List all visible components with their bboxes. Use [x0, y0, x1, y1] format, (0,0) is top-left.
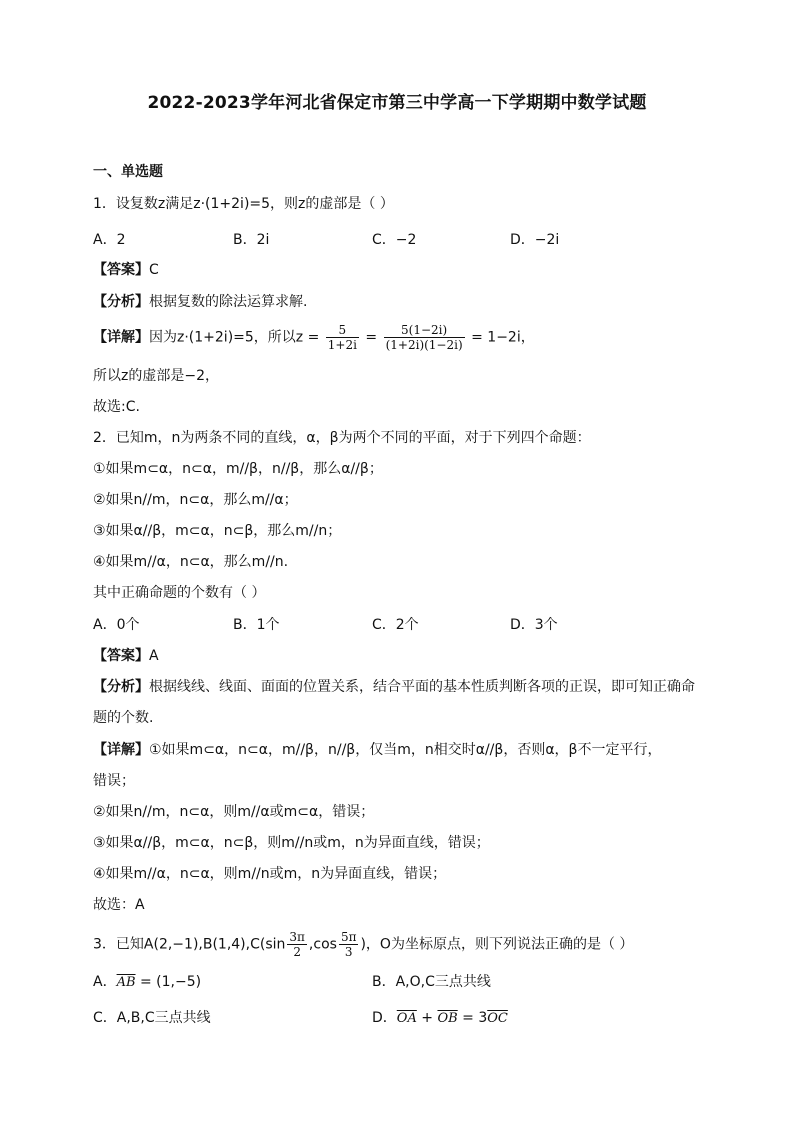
q2-conclusion: 故选：A — [93, 897, 145, 913]
q1-stem: 1．设复数z满足z·(1+2i)=5，则z的虚部是（ ） — [93, 196, 394, 212]
detail-text: ①如果m⊂α，n⊂α，m//β，n//β，仅当m，n相交时α//β，否则α，β不一定平行， — [149, 742, 662, 758]
option-letter: A． — [93, 974, 117, 990]
q2-proposition-3: ③如果α//β，m⊂α，n⊂β，那么m//n； — [93, 523, 342, 539]
answer-value: C — [149, 262, 159, 278]
fraction-numerator: 5π — [340, 930, 357, 944]
fraction-numerator: 5(1−2i) — [384, 323, 465, 338]
q3-option-b: B．A,O,C三点共线 — [372, 974, 491, 990]
page-title: 2022-2023学年河北省保定市第三中学高一下学期期中数学试题 — [147, 93, 647, 113]
fraction-numerator: 3π — [289, 930, 305, 944]
q2-detail-2: ②如果n//m，n⊂α，则m//α或m⊂α，错误； — [93, 804, 375, 820]
q2-detail-3: ③如果α//β，m⊂α，n⊂β，则m//n或m，n为异面直线，错误； — [93, 835, 490, 851]
equals-sign: = — [365, 329, 378, 346]
q2-analysis-2: 题的个数. — [93, 710, 154, 726]
section-heading: 一、单选题 — [93, 164, 163, 180]
q2-option-c: C．2个 — [372, 617, 419, 633]
fraction-denominator: (1+2i)(1−2i) — [385, 338, 463, 352]
q2-analysis — [93, 677, 695, 697]
q2-detail — [93, 740, 662, 760]
q2-stem: 2．已知m，n为两条不同的直线，α，β为两个不同的平面，对于下列四个命题： — [93, 430, 591, 446]
q3-option-c: C．A,B,C三点共线 — [93, 1010, 211, 1026]
vector-oc: $\overline{OC}$ — [487, 1011, 508, 1026]
vector-oa: $\overline{OA}$ — [396, 1011, 417, 1026]
q2-option-d: D．3个 — [510, 617, 558, 633]
answer-label: 【答案】 — [93, 648, 149, 664]
option-text: = (1,−5) — [135, 974, 202, 990]
detail-post: = 1−2i， — [471, 329, 535, 346]
fraction — [384, 323, 465, 352]
fraction-denominator: 3 — [344, 945, 353, 959]
detail-pre: 因为z·(1+2i)=5，所以z = — [149, 329, 320, 346]
q1-detail-2: 所以z的虚部是−2， — [93, 368, 219, 384]
vector-ab: $\overline{AB}$ — [116, 975, 136, 990]
vector-ob: $\overline{OB}$ — [437, 1011, 458, 1026]
q1-option-d: D．−2i — [510, 232, 560, 248]
q3-option-d — [372, 1008, 508, 1029]
q3-stem — [93, 930, 633, 959]
answer-value: A — [149, 648, 159, 664]
q1-option-b: B．2i — [233, 232, 270, 248]
fraction-denominator: 2 — [293, 945, 301, 959]
fraction — [287, 930, 307, 959]
analysis-text: 根据线线、线面、面面的位置关系，结合平面的基本性质判断各项的正误，即可知正确命 — [149, 679, 695, 695]
detail-label: 【详解】 — [93, 742, 149, 758]
q2-detail-4: ④如果m//α，n⊂α，则m//n或m，n为异面直线，错误； — [93, 866, 447, 882]
option-letter: D． — [372, 1010, 397, 1026]
q3-stem-mid: ,cos — [308, 936, 337, 953]
equals-sign: = 3 — [457, 1010, 488, 1026]
q2-question: 其中正确命题的个数有（ ） — [93, 585, 266, 601]
answer-label: 【答案】 — [93, 262, 149, 278]
fraction-numerator: 5 — [326, 323, 359, 338]
q3-stem-pre: 3．已知A(2,−1),B(1,4),C(sin — [93, 936, 286, 953]
q1-detail — [93, 323, 535, 352]
q2-proposition-4: ④如果m//α，n⊂α，那么m//n. — [93, 554, 289, 570]
fraction-denominator: 1+2i — [327, 338, 357, 352]
plus-sign: + — [416, 1010, 438, 1026]
q1-conclusion: 故选:C. — [93, 399, 140, 415]
q2-proposition-1: ①如果m⊂α，n⊂α，m//β，n//β，那么α//β； — [93, 461, 383, 477]
fraction — [326, 323, 359, 352]
detail-label: 【详解】 — [93, 329, 149, 346]
q1-option-c: C．−2 — [372, 232, 417, 248]
q1-option-a: A．2 — [93, 232, 126, 248]
q2-proposition-2: ②如果n//m，n⊂α，那么m//α； — [93, 492, 298, 508]
q2-option-a: A．0个 — [93, 617, 140, 633]
q2-option-b: B．1个 — [233, 617, 280, 633]
q3-stem-post: )，O为坐标原点，则下列说法正确的是（ ） — [360, 936, 634, 953]
analysis-text: 根据复数的除法运算求解. — [149, 294, 308, 310]
fraction — [339, 930, 359, 959]
q1-answer — [93, 260, 159, 280]
q2-answer — [93, 646, 159, 666]
analysis-label: 【分析】 — [93, 294, 149, 310]
q1-analysis — [93, 292, 307, 312]
analysis-label: 【分析】 — [93, 679, 149, 695]
q2-detail-1b: 错误； — [93, 773, 135, 789]
q3-option-a — [93, 972, 201, 993]
